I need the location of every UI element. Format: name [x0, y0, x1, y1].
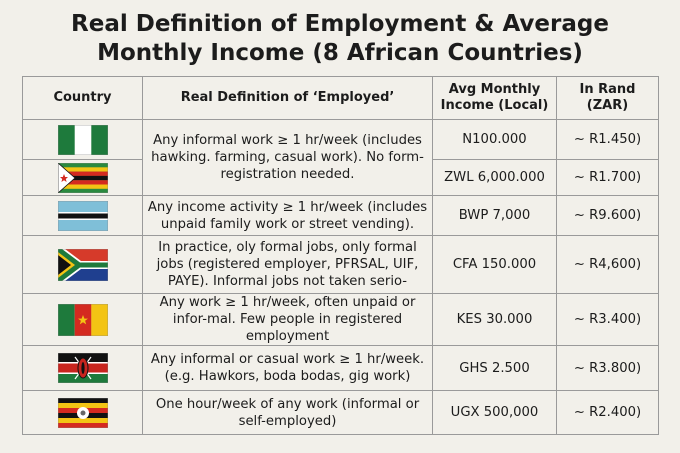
country-cell — [23, 236, 143, 294]
income-cell: KES 30.000 — [433, 294, 557, 346]
income-cell: CFA 150.000 — [433, 236, 557, 294]
header-income: Avg Monthly Income (Local) — [433, 77, 557, 120]
rand-cell: ~ R2.400) — [557, 391, 659, 435]
header-country: Country — [23, 77, 143, 120]
uganda-flag — [58, 398, 108, 428]
country-cell — [23, 160, 143, 196]
header-definition: Real Definition of ‘Employed’ — [143, 77, 433, 120]
rand-cell: ~ R4,600) — [557, 236, 659, 294]
rand-cell: ~ R3.400) — [557, 294, 659, 346]
rand-cell: ~ R1.450) — [557, 120, 659, 160]
income-cell: N100.000 — [433, 120, 557, 160]
title-line-2: Monthly Income (8 African Countries) — [97, 40, 583, 66]
table-row — [23, 294, 659, 346]
country-cell — [23, 120, 143, 160]
table-row — [23, 391, 659, 435]
kenya-flag — [58, 353, 108, 383]
header-rand: In Rand (ZAR) — [557, 77, 659, 120]
definition-cell: Any informal work ≥ 1 hr/week (includes hawking. farming, casual work). No form-registration needed. — [143, 120, 433, 196]
nigeria-flag — [58, 125, 108, 155]
income-cell: ZWL 6,000.000 — [433, 160, 557, 196]
table-row — [23, 236, 659, 294]
definition-cell: In practice, oly formal jobs, only formal jobs (registered employer, PFRSAL, UIF, PAYE). Informal jobs not taken serio- — [143, 236, 433, 294]
rand-cell: ~ R1.700) — [557, 160, 659, 196]
country-cell — [23, 196, 143, 236]
definition-cell: Any informal or casual work ≥ 1 hr/week. (e.g. Hawkors, boda bodas, gig work) — [143, 346, 433, 391]
rand-cell: ~ R3.800) — [557, 346, 659, 391]
income-cell: GHS 2.500 — [433, 346, 557, 391]
title-line-1: Real Definition of Employment & Average — [71, 11, 609, 37]
page-title — [0, 10, 680, 68]
header-row — [23, 77, 659, 120]
country-cell — [23, 294, 143, 346]
country-cell — [23, 391, 143, 435]
zimbabwe-flag — [58, 163, 108, 193]
income-cell: BWP 7,000 — [433, 196, 557, 236]
definition-cell: One hour/week of any work (informal or self-employed) — [143, 391, 433, 435]
south-africa-flag — [58, 249, 108, 281]
table-row — [23, 196, 659, 236]
cameroon-flag — [58, 304, 108, 336]
botswana-flag — [58, 201, 108, 231]
country-cell — [23, 346, 143, 391]
table-row — [23, 346, 659, 391]
definition-cell: Any work ≥ 1 hr/week, often unpaid or infor-mal. Few people in registered employment — [143, 294, 433, 346]
definition-cell: Any income activity ≥ 1 hr/week (includes unpaid family work or street vending). — [143, 196, 433, 236]
employment-table — [22, 76, 659, 435]
income-cell: UGX 500,000 — [433, 391, 557, 435]
rand-cell: ~ R9.600) — [557, 196, 659, 236]
table-row — [23, 120, 659, 160]
